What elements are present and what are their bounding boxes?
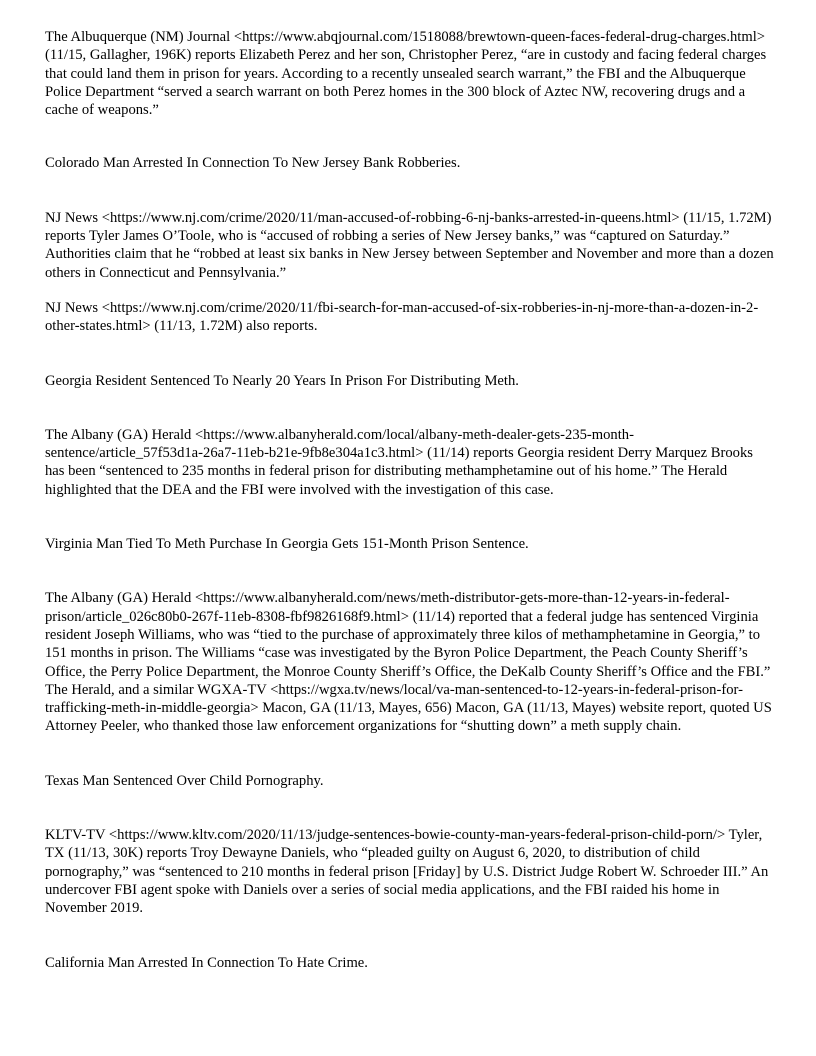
headline-georgia-meth: Georgia Resident Sentenced To Nearly 20 Years In Prison For Distributing Meth. [45,372,519,389]
article-paragraph-albuquerque: The Albuquerque (NM) Journal <https://www.abqjournal.com/1518088/brewtown-queen-faces-federal-drug-charges.html> (11/15, Gallagher, 196K) reports Elizabeth Perez and her son, Christopher Perez, “are in custody and facing federal charges that could land them in prison for years. According to a recently unsealed search warrant,” the FBI and the Albuquerque Police Department “served a search warrant on both Perez homes in the 300 block of Aztec NW, recovering drugs and a cache of weapons.” [45,29,767,119]
article-paragraph-kltv-daniels: KLTV-TV <https://www.kltv.com/2020/11/13/judge-sentences-bowie-county-man-years-federal-prison-child-porn/> Tyler, TX (11/13, 30K) reports Troy Dewayne Daniels, who “pleaded guilty on August 6, 2020, to distribution of child pornography,” was “sentenced to 210 months in federal prison [Friday] by U.S. District Judge Robert W. Schroeder III.” An undercover FBI agent spoke with Daniels over a series of social media applications, and the FBI raided his home in November 2019. [45,827,769,917]
article-paragraph-nj-news-also: NJ News <https://www.nj.com/crime/2020/11/fbi-search-for-man-accused-of-six-robberies-in-nj-more-than-a-dozen-in-2-other-states.html> (11/13, 1.72M) also reports. [45,299,759,335]
headline-virginia-meth: Virginia Man Tied To Meth Purchase In Georgia Gets 151-Month Prison Sentence. [45,536,529,553]
document-page [45,28,775,972]
article-paragraph-nj-news-otoole: NJ News <https://www.nj.com/crime/2020/11/man-accused-of-robbing-6-nj-banks-arrested-in-queens.html> (11/15, 1.72M) reports Tyler James O’Toole, who is “accused of robbing a series of New Jersey banks,” was “captured on Saturday.” Authorities claim that he “robbed at least six banks in New Jersey between September and November and more than a dozen others in Connecticut and Pennsylvania.” [45,209,774,281]
headline-california-hate-crime: California Man Arrested In Connection To Hate Crime. [45,954,368,971]
article-paragraph-albany-williams: The Albany (GA) Herald <https://www.albanyherald.com/news/meth-distributor-gets-more-than-12-years-in-federal-prison/article_026c80b0-267f-11eb-8308-fbf9826168f9.html> (11/14) reported that a federal judge has sentenced Virginia resident Joseph Williams, who was “tied to the purchase of approximately three kilos of methamphetamine in Georgia,” to 151 months in prison. The Williams “case was investigated by the Byron Police Department, the Peach County Sheriff’s Office, the Perry Police Department, the Monroe County Sheriff’s Office, the DeKalb County Sheriff’s Office and the FBI.” The Herald, and a similar WGXA-TV <https://wgxa.tv/news/local/va-man-sentenced-to-12-years-in-federal-prison-for-trafficking-meth-in-middle-georgia> Macon, GA (11/13, Mayes, 656) Macon, GA (11/13, Mayes) website report, quoted US Attorney Peeler, who thanked those law enforcement organizations for “shutting down” a meth supply chain. [45,590,772,735]
headline-texas-child-porn: Texas Man Sentenced Over Child Pornography. [45,772,324,789]
headline-colorado-bank-robberies: Colorado Man Arrested In Connection To New Jersey Bank Robberies. [45,155,461,172]
article-paragraph-albany-brooks: The Albany (GA) Herald <https://www.albanyherald.com/local/albany-meth-dealer-gets-235-month-sentence/article_57f53d1a-26a7-11eb-b21e-9fb8e304a1c3.html> (11/14) reports Georgia resident Derry Marquez Brooks has been “sentenced to 235 months in federal prison for distributing methamphetamine out of his home.” The Herald highlighted that the DEA and the FBI were involved with the investigation of this case. [45,426,753,498]
